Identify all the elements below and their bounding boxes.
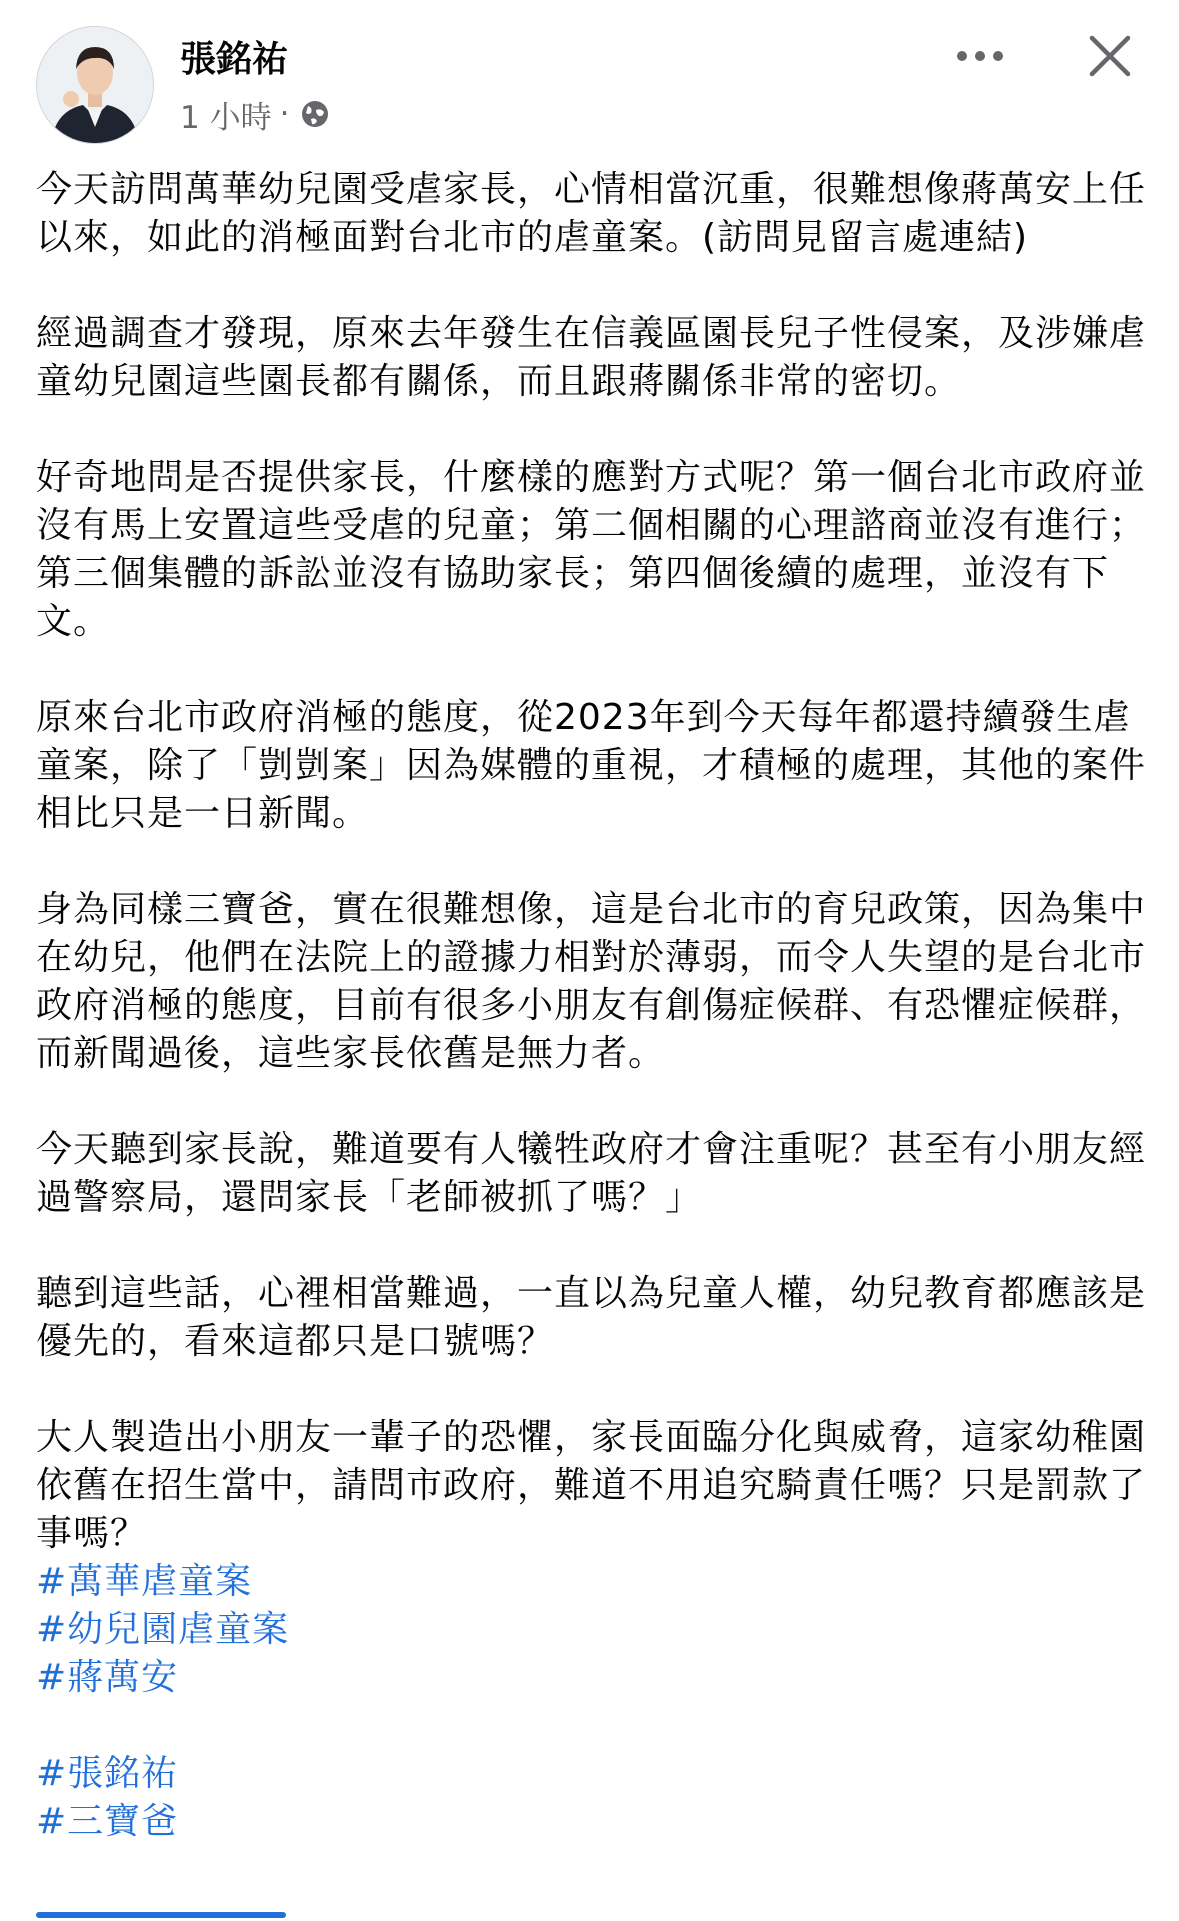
avatar-image [37,27,153,143]
avatar[interactable] [36,26,154,144]
post-paragraph: 身為同樣三寶爸，實在很難想像，這是台北市的育兒政策，因為集中在幼兒，他們在法院上的證據力相對於薄弱，而令人失望的是台北市政府消極的態度，目前有很多小朋友有創傷症候群、有恐懼症候群，而新聞過後，這些家長依舊是無力者。 [36,889,1147,1074]
post-paragraph: 好奇地問是否提供家長，什麼樣的應對方式呢？第一個台北市政府並沒有馬上安置這些受虐的兒童；第二個相關的心理諮商並沒有進行；第三個集體的訴訟並沒有協助家長；第四個後續的處理，並沒有下文。 [36,457,1147,642]
hashtag-link[interactable]: #張銘祐 [36,1753,179,1794]
post-paragraph: 大人製造出小朋友一輩子的恐懼，家長面臨分化與威脅，這家幼稚園依舊在招生當中，請問市政府，難道不用追究騎責任嗎？只是罰款了事嗎？ [36,1417,1147,1554]
meta-separator: · [279,96,290,132]
hashtag-link[interactable]: #三寶爸 [36,1801,179,1842]
post-paragraph: 原來台北市政府消極的態度，從2023年到今天每年都還持續發生虐童案，除了「剴剴案」因為媒體的重視，才積極的處理，其他的案件相比只是一日新聞。 [36,697,1147,834]
scroll-indicator [36,1912,286,1918]
globe-icon[interactable] [299,98,331,130]
close-icon [1088,34,1132,78]
more-options-button[interactable] [950,36,1010,76]
more-horizontal-icon [956,50,1004,62]
post-header [0,0,1179,150]
hashtag-link[interactable]: #萬華虐童案 [36,1561,253,1602]
author-name[interactable]: 張銘祐 [180,39,289,80]
post-meta [180,94,331,134]
post-paragraph: 今天訪問萬華幼兒園受虐家長，心情相當沉重，很難想像蔣萬安上任以來，如此的消極面對台北市的虐童案。(訪問見留言處連結) [36,169,1147,258]
post-paragraph: 經過調查才發現，原來去年發生在信義區園長兒子性侵案，及涉嫌虐童幼兒園這些園長都有關係，而且跟蔣關係非常的密切。 [36,313,1147,402]
post-body [36,166,1154,1846]
post-timestamp[interactable]: 1 小時 [180,99,272,136]
hashtag-link[interactable]: #蔣萬安 [36,1657,179,1698]
post-paragraph: 聽到這些話，心裡相當難過，一直以為兒童人權，幼兒教育都應該是優先的，看來這都只是口號嗎？ [36,1273,1147,1362]
hashtag-spacer [36,1702,1154,1750]
post-paragraph: 今天聽到家長說，難道要有人犧牲政府才會注重呢？甚至有小朋友經過警察局，還問家長「老師被抓了嗎？」 [36,1129,1147,1218]
close-button[interactable] [1080,26,1140,86]
hashtag-link[interactable]: #幼兒園虐童案 [36,1609,290,1650]
